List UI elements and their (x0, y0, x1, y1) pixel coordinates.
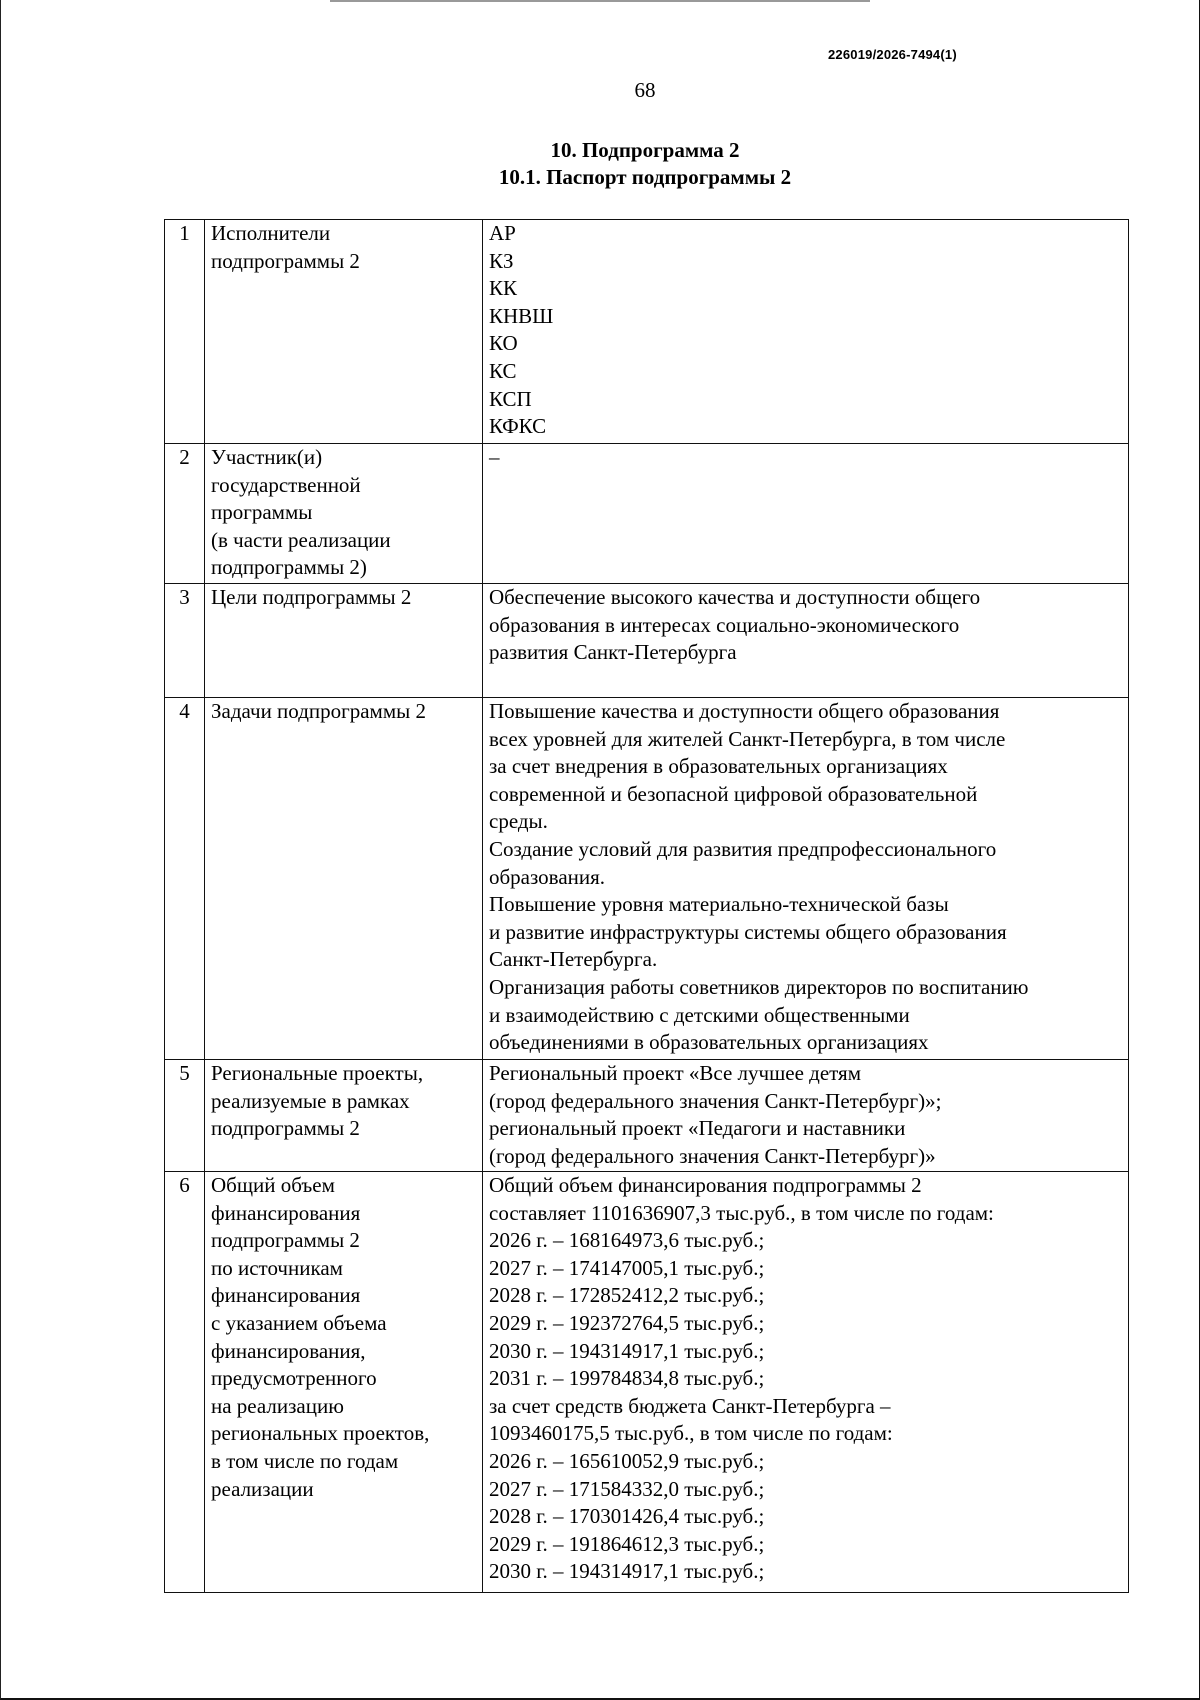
row-value-line: Санкт-Петербурга. (489, 947, 658, 972)
row-value-cell (483, 1060, 1129, 1172)
row-label-line: Общий объем (211, 1173, 335, 1197)
row-value-cell (483, 220, 1129, 444)
row-value-cell (483, 698, 1129, 1060)
row-value-line: Повышение качества и доступности общего образования (489, 699, 1000, 723)
row-number: 5 (165, 1060, 205, 1172)
row-label-cell (205, 698, 483, 1060)
row-value-line: 2030 г. – 194314917,1 тыс.руб.; (489, 1559, 765, 1584)
row-value-line: КК (489, 276, 518, 301)
row-value-line: (город федерального значения Санкт-Петербург)» (489, 1143, 936, 1168)
row-number: 1 (165, 220, 205, 444)
row-value-line: 2031 г. – 199784834,8 тыс.руб.; (489, 1366, 765, 1391)
section-subtitle: 10.1. Паспорт подпрограммы 2 (498, 165, 792, 189)
row-value-line: Повышение уровня материально-технической базы (489, 892, 949, 917)
row-value-cell (483, 1172, 1129, 1593)
row-value-line: – (489, 445, 500, 469)
row-label-line: Региональные проекты, (211, 1061, 424, 1085)
row-value-line: 2028 г. – 172852412,2 тыс.руб.; (489, 1283, 765, 1308)
table-row (165, 698, 1129, 1060)
row-value-line: 2026 г. – 168164973,6 тыс.руб.; (489, 1228, 765, 1253)
table-row (165, 220, 1129, 444)
row-value-line: и взаимодействию с детскими общественными (489, 1002, 910, 1027)
row-value-line: КО (489, 331, 518, 356)
row-value-line: 2029 г. – 192372764,5 тыс.руб.; (489, 1310, 765, 1335)
table-row (165, 1172, 1129, 1593)
row-label-line: подпрограммы 2) (211, 555, 367, 580)
row-label-line: по источникам (211, 1255, 343, 1280)
row-value-line: Региональный проект «Все лучшее детям (489, 1061, 861, 1085)
document-id: 226019/2026-7494(1) (828, 47, 957, 62)
row-label-line: с указанием объема (211, 1310, 387, 1335)
row-value-line: КСП (489, 386, 532, 411)
row-value-line: 2026 г. – 165610052,9 тыс.руб.; (489, 1448, 765, 1473)
row-value-line: за счет средств бюджета Санкт-Петербурга – (489, 1393, 891, 1418)
row-value-line: региональный проект «Педагоги и наставники (489, 1116, 906, 1141)
row-value-line: всех уровней для жителей Санкт-Петербурга, в том числе (489, 726, 1006, 751)
row-label-cell (205, 584, 483, 698)
row-value-cell (483, 584, 1129, 698)
row-value-line: КНВШ (489, 303, 554, 328)
row-label-line: финансирования (211, 1283, 361, 1308)
row-value-line: 1093460175,5 тыс.руб., в том числе по годам: (489, 1421, 893, 1446)
row-label-cell (205, 1172, 483, 1593)
row-value-line: (город федерального значения Санкт-Петербург)»; (489, 1088, 942, 1113)
row-label-line: (в части реализации (211, 527, 391, 552)
row-value-line: за счет внедрения в образовательных организациях (489, 754, 948, 779)
row-label-line: региональных проектов, (211, 1421, 430, 1446)
page-number: 68 (634, 78, 656, 102)
row-value-line: Создание условий для развития предпрофессионального (489, 836, 997, 861)
row-value-line: современной и безопасной цифровой образовательной (489, 781, 978, 806)
row-value-line: образования в интересах социально-экономического (489, 612, 960, 637)
row-label-line: Задачи подпрограммы 2 (211, 699, 426, 723)
row-label-cell (205, 220, 483, 444)
row-label-line: финансирования, (211, 1338, 366, 1363)
row-value-line: составляет 1101636907,3 тыс.руб., в том числе по годам: (489, 1200, 994, 1225)
row-number: 6 (165, 1172, 205, 1593)
row-value-line: 2027 г. – 171584332,0 тыс.руб.; (489, 1476, 765, 1501)
row-number: 2 (165, 444, 205, 584)
row-label-line: подпрограммы 2 (211, 248, 360, 273)
row-label-line: в том числе по годам (211, 1448, 399, 1473)
row-value-line: образования. (489, 864, 606, 889)
row-label-line: подпрограммы 2 (211, 1228, 360, 1253)
row-value-line: Обеспечение высокого качества и доступности общего (489, 585, 981, 609)
row-value-line: 2028 г. – 170301426,4 тыс.руб.; (489, 1504, 765, 1529)
row-value-cell (483, 444, 1129, 584)
table-row (165, 1060, 1129, 1172)
row-label-line: подпрограммы 2 (211, 1116, 360, 1141)
row-value-line: Общий объем финансирования подпрограммы 2 (489, 1173, 922, 1197)
row-number: 4 (165, 698, 205, 1060)
table-row (165, 584, 1129, 698)
row-label-cell (205, 444, 483, 584)
row-value-line: развития Санкт-Петербурга (489, 640, 737, 665)
row-label-line: Цели подпрограммы 2 (211, 585, 412, 609)
row-value-line: 2027 г. – 174147005,1 тыс.руб.; (489, 1255, 765, 1280)
passport-table-body (165, 220, 1129, 1593)
row-label-line: Исполнители (211, 221, 331, 245)
row-label-line: государственной (211, 472, 361, 497)
row-value-line: 2029 г. – 191864612,3 тыс.руб.; (489, 1531, 765, 1556)
row-value-line: среды. (489, 809, 548, 834)
row-value-line: объединениями в образовательных организациях (489, 1030, 929, 1055)
row-label-line: реализации (211, 1476, 314, 1501)
table-row (165, 444, 1129, 584)
section-title: 10. Подпрограмма 2 (550, 138, 740, 162)
row-number: 3 (165, 584, 205, 698)
row-value-line: и развитие инфраструктуры системы общего образования (489, 919, 1007, 944)
row-label-line: предусмотренного (211, 1366, 377, 1391)
scan-artifact-stripe (330, 0, 870, 2)
row-value-line: КЗ (489, 248, 514, 273)
row-label-line: программы (211, 500, 313, 525)
row-label-line: финансирования (211, 1200, 361, 1225)
row-value-line: АР (489, 221, 516, 245)
row-label-line: на реализацию (211, 1393, 344, 1418)
row-value-line: 2030 г. – 194314917,1 тыс.руб.; (489, 1338, 765, 1363)
row-value-line: КФКС (489, 414, 547, 439)
row-value-line: Организация работы советников директоров по воспитанию (489, 974, 1029, 999)
row-label-line: реализуемые в рамках (211, 1088, 410, 1113)
row-value-line: КС (489, 358, 517, 383)
passport-table (164, 219, 1129, 1593)
row-label-line: Участник(и) (211, 445, 323, 469)
row-label-cell (205, 1060, 483, 1172)
